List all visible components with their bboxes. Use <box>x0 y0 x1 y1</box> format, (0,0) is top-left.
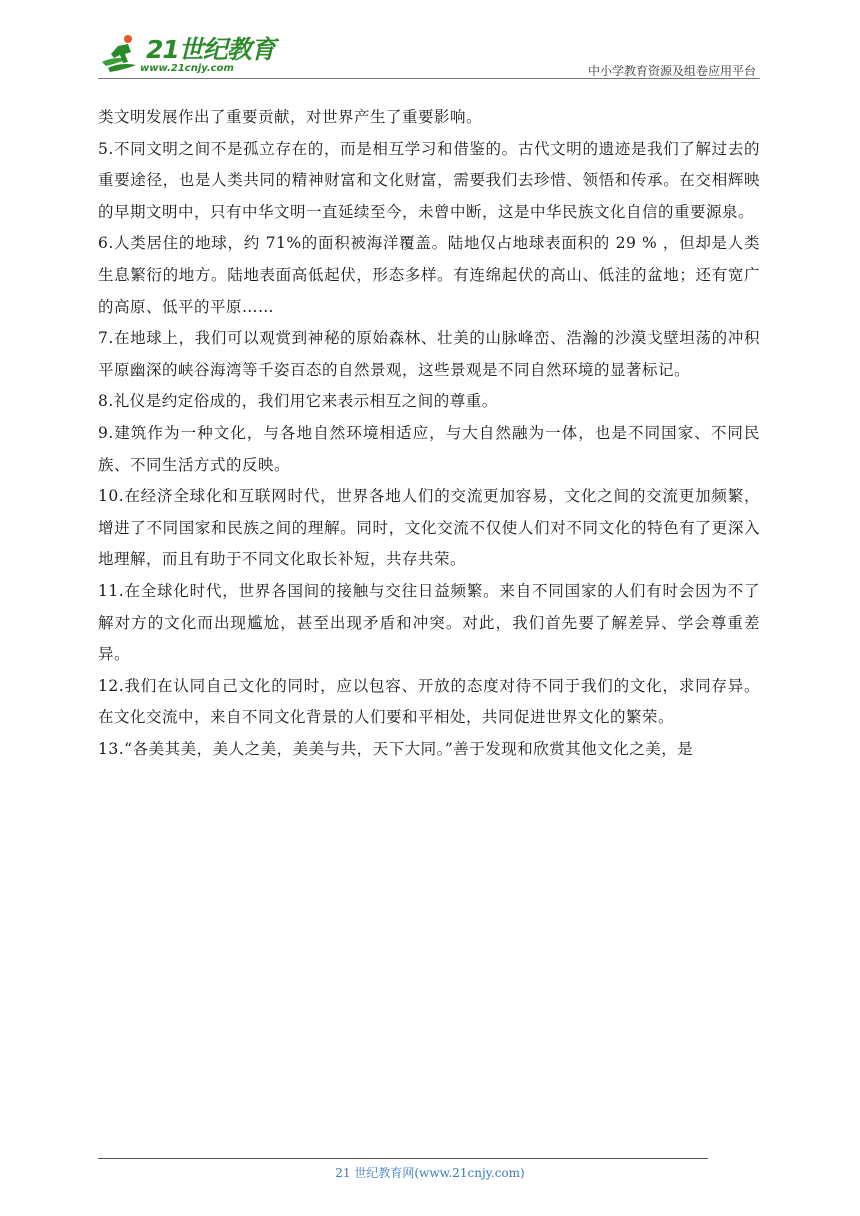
header-tagline: 中小学教育资源及组卷应用平台 <box>587 64 756 78</box>
paragraph-item-7: 7.在地球上，我们可以观赏到神秘的原始森林、壮美的山脉峰峦、浩瀚的沙漠戈壁坦荡的冲积平原幽深的峡谷海湾等千姿百态的自然景观，这些景观是不同自然环境的显著标记。 <box>98 329 760 379</box>
paragraph-item-10: 10.在经济全球化和互联网时代，世界各地人们的交流更加容易，文化之间的交流更加频繁，增进了不同国家和民族之间的理解。同时，文化交流不仅使人们对不同文化的特色有了更深入地理解，而且有助于不同文化取长补短，共存共荣。 <box>98 487 760 569</box>
paragraph-item-13: 13.“各美其美，美人之美，美美与共，天下大同。”善于发现和欣赏其他文化之美，是 <box>98 739 694 758</box>
logo-text: 21世纪教育 <box>146 35 275 64</box>
paragraph-item-6: 6.人类居住的地球，约 71%的面积被海洋覆盖。陆地仅占地球表面积的 29 % ，但却是人类生息繁衍的地方。陆地表面高低起伏，形态多样。有连绵起伏的高山、低洼的盆地；还有宽广的高原、低平的平原…… <box>98 234 760 316</box>
footer-divider <box>98 1158 708 1159</box>
paragraph-item-8: 8.礼仪是约定俗成的，我们用它来表示相互之间的尊重。 <box>98 392 498 411</box>
site-logo[interactable] <box>98 30 275 78</box>
logo-url: www.21cnjy.com <box>140 63 234 74</box>
paragraph-continuation: 类文明发展作出了重要贡献，对世界产生了重要影响。 <box>98 108 483 126</box>
paragraph-item-11: 11.在全球化时代，世界各国间的接触与交往日益频繁。来自不同国家的人们有时会因为不了解对方的文化而出现尴尬，甚至出现矛盾和冲突。对此，我们首先要了解差异、学会尊重差异。 <box>98 581 760 664</box>
paragraph-item-9: 9.建筑作为一种文化，与各地自然环境相适应，与大自然融为一体，也是不同国家、不同民族、不同生活方式的反映。 <box>98 423 760 474</box>
paragraph-item-5: 5.不同文明之间不是孤立存在的，而是相互学习和借鉴的。古代文明的遗迹是我们了解过去的重要途径，也是人类共同的精神财富和文化财富，需要我们去珍惜、领悟和传承。在交相辉映的早期文明中，只有中华文明一直延续至今，未曾中断，这是中华民族文化自信的重要源泉。 <box>98 139 760 221</box>
page-header <box>98 30 760 80</box>
paragraph-item-12: 12.我们在认同自己文化的同时，应以包容、开放的态度对待不同于我们的文化，求同存异。在文化交流中，来自不同文化背景的人们要和平相处，共同促进世界文化的繁荣。 <box>98 676 760 727</box>
runner-logo-icon <box>98 32 144 78</box>
footer-link[interactable]: 21 世纪教育网(www.21cnjy.com) <box>335 1166 525 1180</box>
document-body <box>98 102 760 765</box>
header-divider <box>98 78 760 79</box>
